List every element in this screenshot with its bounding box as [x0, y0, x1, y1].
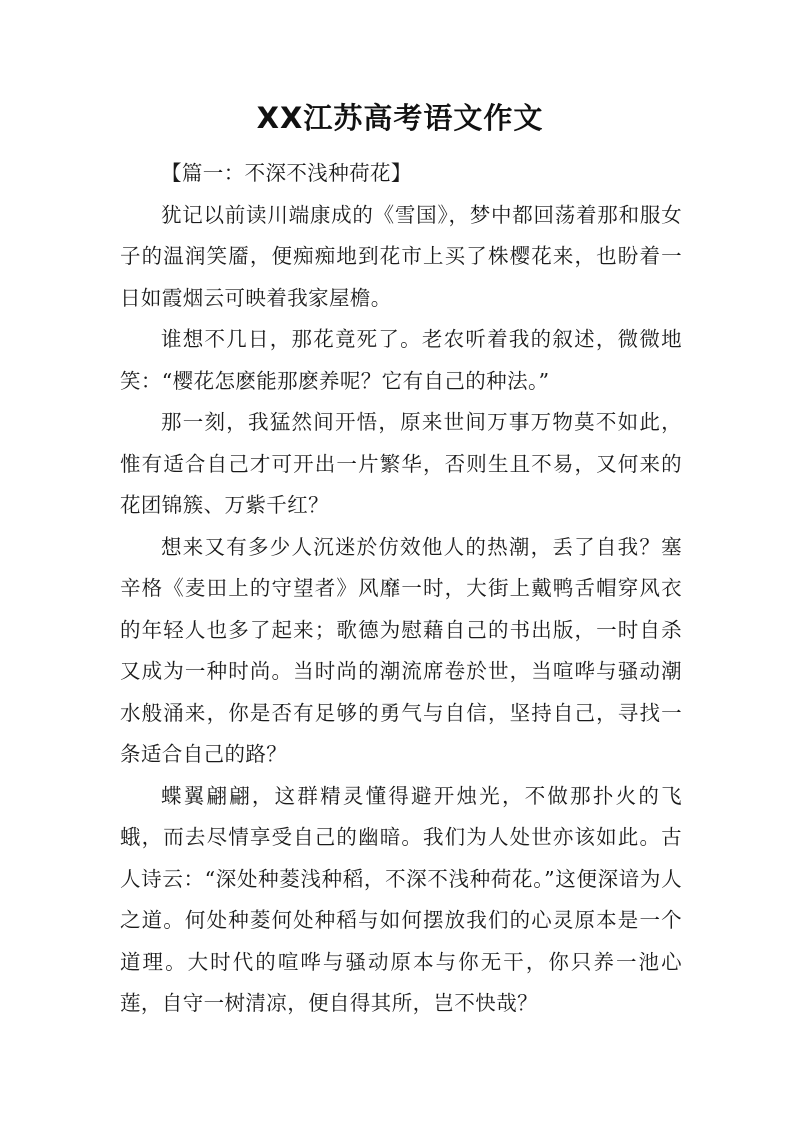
document-title: XX江苏高考语文作文 — [256, 101, 544, 135]
section-heading: 【篇一：不深不浅种荷花】 — [161, 161, 412, 185]
paragraph: 谁想不几日，那花竟死了。老农听着我的叙述，微微地笑：“樱花怎麽能那麽养呢？它有自己的种法。” — [120, 327, 682, 393]
paragraph: 想来又有多少人沉迷於仿效他人的热潮，丢了自我？塞辛格《麦田上的守望者》风靡一时，大街上戴鸭舌帽穿风衣的年轻人也多了起来；歌德为慰藉自己的书出版，一时自杀又成为一种时尚。当时尚的潮流席卷於世，当喧哗与骚动潮水般涌来，你是否有足够的勇气与自信，坚持自己，寻找一条适合自己的路？ — [120, 534, 682, 766]
paragraph: 犹记以前读川端康成的《雪国》，梦中都回荡着那和服女子的温润笑靥，便痴痴地到花市上买了株樱花来，也盼着一日如霞烟云可映着我家屋檐。 — [120, 202, 682, 310]
paragraph: 蝶翼翩翩，这群精灵懂得避开烛光，不做那扑火的飞蛾，而去尽情享受自己的幽暗。我们为人处世亦该如此。古人诗云：“深处种菱浅种稻，不深不浅种荷花。”这便深谙为人之道。何处种菱何处种稻与如何摆放我们的心灵原本是一个道理。大时代的喧哗与骚动原本与你无干，你只养一池心莲，自守一树清凉，便自得其所，岂不快哉？ — [120, 783, 682, 1015]
document-body — [120, 153, 682, 1025]
paragraph: 那一刻，我猛然间开悟，原来世间万事万物莫不如此，惟有适合自己才可开出一片繁华，否则生且不易，又何来的花团锦簇、万紫千红？ — [120, 410, 682, 517]
